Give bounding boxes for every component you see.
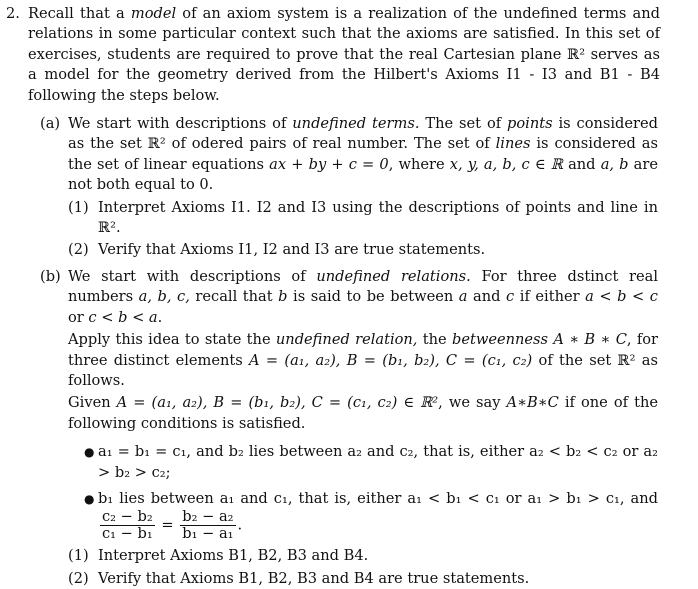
part-b-para-3 [68,393,658,434]
part-a-item-1 [68,198,658,239]
part-a-undefined-terms: undefined terms. [292,115,420,133]
text: the [417,331,452,349]
item-text: Interpret Axioms B1, B2, B3 and B4. [98,547,369,565]
part-a-text: is considered as the set of linear equations [68,135,658,173]
math: a, b, c, [138,288,190,306]
text: , we say [438,394,507,412]
part-a-text: and [562,155,601,173]
undefined-relations-term: undefined relations. [316,267,471,285]
part-b-body [68,267,658,589]
math: A = (a₁, a₂), B = (b₁, b₂), C = (c₁, c₂) ∈ ℝ² [116,394,439,412]
condition-text [98,489,658,542]
part-a-points-term: points [507,115,553,133]
part-a-text: , where [388,155,450,173]
part-a-subitems [68,198,658,261]
part-b-subitems [68,546,658,589]
problem-intro [28,4,660,589]
math: c [506,288,515,306]
text: is said to be between [287,288,459,306]
math: b [278,288,288,306]
part-a-body [68,114,658,261]
intro-text-rest: of an axiom system is a realization of the undefined terms and relations in some particular context such that the axioms are satisfied. In this set of exercises, students are required to prove that the real Cartesian plane ℝ² serves as a model for the geometry derived from the Hilbert's Axioms I1 - I3 and B1 - B4 following the steps below. [28,5,661,104]
math: A∗B∗C [506,394,559,412]
text: We start with descriptions of [68,267,317,285]
text: and [467,288,507,306]
part-a-item-2 [68,240,658,260]
item-label: (1) [68,198,89,216]
problem-2 [6,4,684,589]
parts-list [40,114,660,589]
part-a-text: are not both equal to 0. [68,155,658,194]
part-b-item-2 [68,569,658,589]
part-b-para-2 [68,330,658,391]
part-a-text: We start with descriptions of [68,115,293,133]
condition-2 [84,489,658,542]
undefined-relation-term: undefined relation, [275,331,418,349]
bullet-icon: ● [84,445,95,460]
intro-text: Recall that a [28,5,131,22]
part-a-label: (a) [40,115,61,133]
intro-model-term: model [130,5,177,22]
text: For three dstinct real numbers [68,267,659,306]
variables: x, y, a, b, c ∈ ℝ [449,155,563,173]
math: A ∗ B ∗ C [553,331,627,349]
condition-text: a₁ = b₁ = c₁, and b₂ lies between a₂ and c₂, that is, either a₂ < b₂ < c₂ or a₂ > b₂ > c₂; [98,443,658,481]
text: b₁ lies between a₁ and c₁, that is, either a₁ < b₁ < c₁ or a₁ > b₁ > c₁, and [98,489,658,507]
fraction [100,509,155,542]
text: if either [514,288,586,306]
text: or [68,308,89,326]
text: recall that [189,288,279,306]
part-a [40,114,660,261]
text: Apply this idea to state the [68,331,276,349]
exercise-page [6,4,684,589]
math: a [458,288,468,306]
math: A = (a₁, a₂), B = (b₁, b₂), C = (c₁, c₂) [249,351,533,369]
bullet-icon: ● [84,491,95,506]
item-label: (2) [68,241,89,259]
item-text: Verify that Axioms I1, I2 and I3 are true statements. [98,241,486,259]
text: . [237,516,243,534]
item-label: (2) [68,569,89,587]
fraction [180,509,235,542]
part-b-item-1 [68,546,658,566]
denominator: b₁ − a₁ [182,525,234,543]
part-b [40,267,660,589]
text: Given [68,394,117,412]
part-b-para-1 [68,267,658,328]
equals-sign: = [161,516,174,534]
math: a < b < c [585,288,658,306]
item-label: (1) [68,547,89,565]
problem-number: 2. [6,5,20,22]
conditions-list [84,442,658,542]
line-equation: ax + by + c = 0 [269,155,389,173]
item-text: Verify that Axioms B1, B2, B3 and B4 are true statements. [98,569,530,587]
text: if one of the following conditions is satisfied. [68,394,659,432]
text: . [157,308,163,326]
numerator: b₂ − a₂ [182,508,234,526]
part-a-text: is considered as the set ℝ² of odered pairs of real number. The set of [68,115,658,153]
part-b-label: (b) [40,267,61,285]
text: of the set ℝ² as follows. [68,351,658,389]
item-text: Interpret Axioms I1. I2 and I3 using the descriptions of points and line in ℝ². [98,198,658,237]
part-a-lines-term: lines [495,135,531,153]
part-a-text: The set of [419,115,508,133]
numerator: c₂ − b₂ [102,508,153,526]
condition-1 [84,442,658,483]
denominator: c₁ − b₁ [102,525,153,543]
text: , for three distinct elements [68,331,658,369]
math: c < b < a [88,308,158,326]
betweenness-term: betweenness [451,331,549,349]
coefficients: a, b [600,155,629,173]
